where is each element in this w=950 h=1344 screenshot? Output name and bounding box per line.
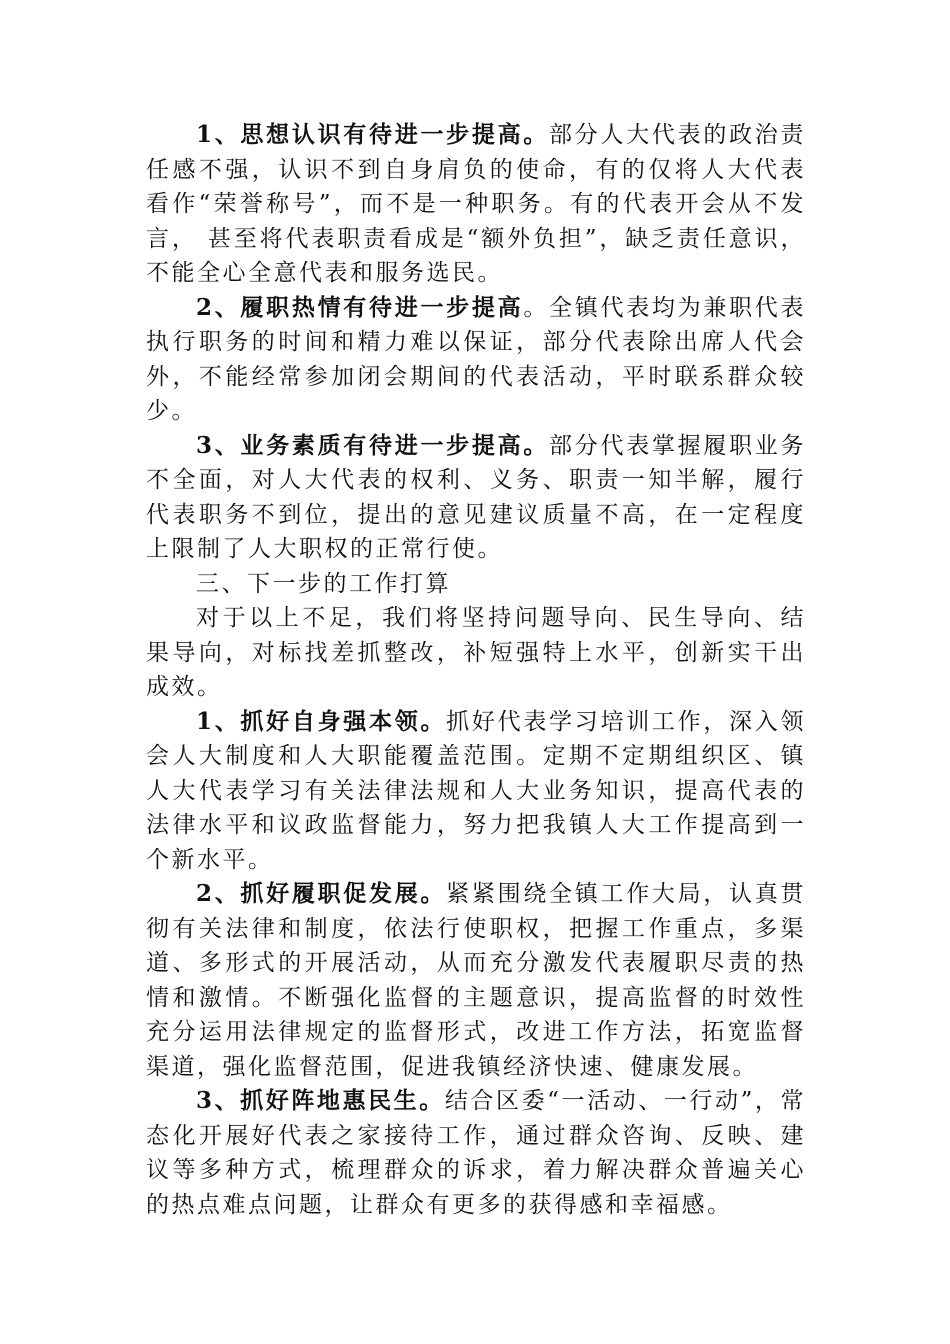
paragraph-7 <box>146 1084 806 1222</box>
paragraph-2 <box>146 291 806 429</box>
paragraph-text: 紧紧围绕全镇工作大局，认真贯彻有关法律和制度，依法行使职权，把握工作重点，多渠道、多形式的开展活动，从而充分激发代表履职尽责的热情和激情。不断强化监督的主题意识，提高监督的时效性充分运用法律规定的监督形式，改进工作方法，拓宽监督渠道，强化监督范围，促进我镇经济快速、健康发展。 <box>146 881 806 1080</box>
paragraph-lead: 3、业务素质有待进一步提高。 <box>196 431 550 459</box>
paragraph-text: 结合区委“一活动、一行动”，常态化开展好代表之家接待工作，通过群众咨询、反映、建议等多种方式，梳理群众的诉求，着力解决群众普遍关心的热点难点问题，让群众有更多的获得感和幸福感。 <box>146 1088 806 1218</box>
paragraph-text: 。全镇代表均为兼职代表执行职务的时间和精力难以保证，部分代表除出席人代会外，不能经常参加闭会期间的代表活动，平时联系群众较少。 <box>146 294 806 424</box>
paragraph-lead: 2、履职热情有待进一步提高 <box>196 293 524 321</box>
paragraph-4 <box>146 601 806 705</box>
section-heading: 三、下一步的工作打算 <box>196 570 451 597</box>
paragraph-6 <box>146 877 806 1084</box>
paragraph-lead: 2、抓好履职促发展。 <box>196 880 447 907</box>
paragraph-lead: 1、思想认识有待进一步提高。 <box>196 121 550 148</box>
paragraph-3 <box>146 429 806 567</box>
paragraph-text: 部分人大代表的政治责任感不强，认识不到自身肩负的使命，有的仅将人大代表看作“荣誉称号”，而不是一种职务。有的代表开会从不发言， 甚至将代表职责看成是“额外负担”，缺乏责任意识，不能全心全意代表和服务选民。 <box>146 122 806 286</box>
paragraph-lead: 3、抓好阵地惠民生。 <box>196 1087 445 1114</box>
paragraph-text: 对于以上不足，我们将坚持问题导向、民生导向、结果导向，对标找差抓整改，补短强特上水平，创新实干出成效。 <box>146 605 806 700</box>
paragraph-text: 抓好代表学习培训工作，深入领会人大制度和人大职能覆盖范围。定期不定期组织区、镇人大代表学习有关法律法规和人大业务知识，提高代表的法律水平和议政监督能力，努力把我镇人大工作提高到一个新水平。 <box>146 708 806 873</box>
document-body <box>146 118 806 1222</box>
paragraph-text: 部分代表掌握履职业务不全面，对人大代表的权利、义务、职责一知半解，履行代表职务不到位，提出的意见建议质量不高，在一定程度上限制了人大职权的正常行使。 <box>146 432 806 562</box>
paragraph-5 <box>146 705 806 878</box>
paragraph-1 <box>146 118 806 291</box>
paragraph-lead: 1、抓好自身强本领。 <box>196 707 447 735</box>
